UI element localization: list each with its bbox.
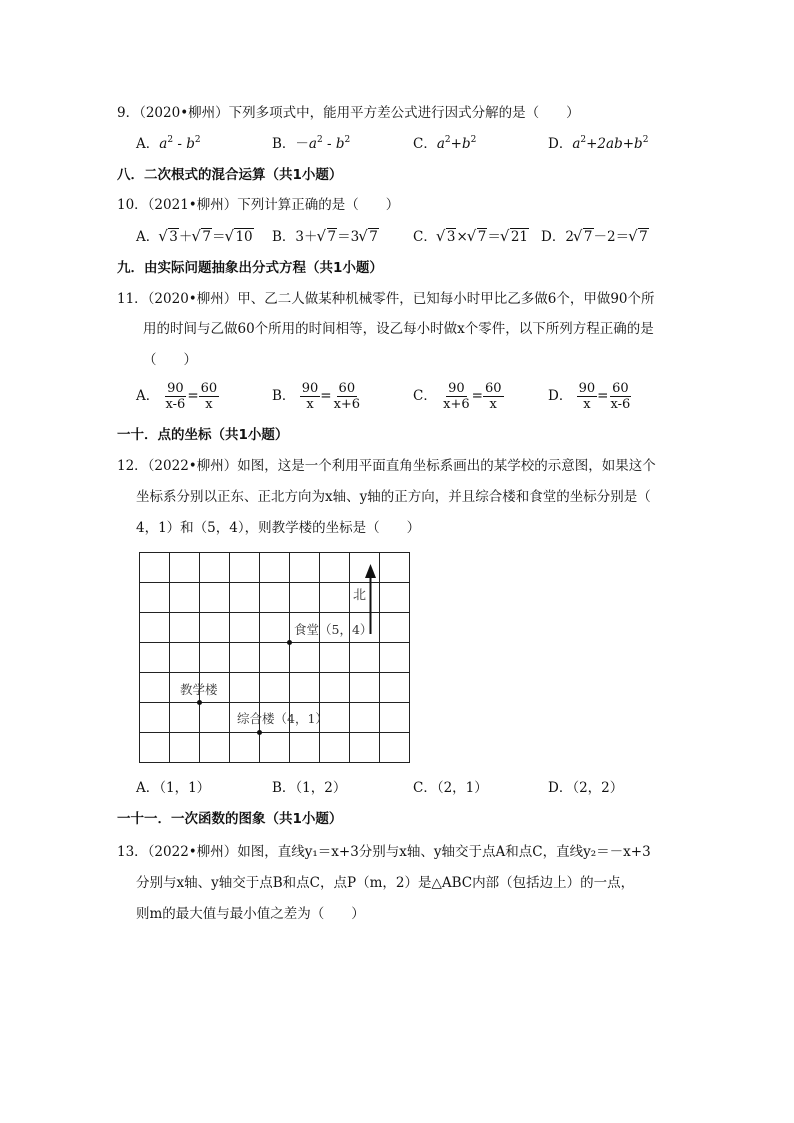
q12-line-2: 坐标系分别以正东、正北方向为x轴、y轴的正方向，并且综合楼和食堂的坐标分别是（ — [136, 489, 651, 505]
q12-option-c: C．（2，1） — [413, 780, 488, 796]
north-label: 北 — [353, 588, 367, 603]
q9-option-b: B．$-a^2 - b^2$ — [272, 135, 351, 152]
section-heading-9: 九．由实际问题抽象出分式方程（共1小题） — [117, 260, 383, 276]
q11-option-c: C． $\frac{90}{x+6}$ = $\frac{60}{x}$ — [413, 381, 502, 412]
q10-option-a: A．√ 3＋√ 7＝√ 10 — [136, 228, 254, 246]
q12-option-a: A．（1，1） — [136, 780, 211, 796]
canteen-label: 食堂（5，4） — [294, 622, 373, 637]
q9-stem: 9．（2020•柳州）下列多项式中，能用平方差公式进行因式分解的是（ ） — [117, 105, 580, 121]
map-grid — [140, 553, 410, 763]
q11-line-1: 11．（2020•柳州）甲、乙二人做某种机械零件，已知每小时甲比乙多做6个，甲做90个所 — [117, 291, 655, 307]
canteen-point — [287, 640, 292, 645]
section-heading-11: 一十一．一次函数的图象（共1小题） — [117, 811, 343, 827]
q10-option-b: B．3＋√ 7＝3√ 7 — [272, 228, 379, 246]
section-heading-10: 一十．点的坐标（共1小题） — [117, 427, 289, 443]
q10-option-d: D．2√ 7－2＝√ 7 — [541, 228, 649, 246]
q11-option-b: B． $\frac{90}{x}$ = $\frac{60}{x+6}$ — [272, 381, 361, 412]
q9-option-c: C．$a^2+b^2$ — [413, 135, 477, 152]
q13-line-2: 分别与x轴、y轴交于点B和点C，点P（m，2）是△ABC内部（包括边上）的一点， — [136, 875, 635, 891]
section-heading-8: 八．二次根式的混合运算（共1小题） — [117, 167, 343, 183]
complex-building-label: 综合楼（4，1） — [237, 711, 328, 726]
q13-line-1: 13．（2022•柳州）如图，直线y₁＝x+3分别与x轴、y轴交于点A和点C，直线y₂＝－x+3 — [117, 844, 651, 860]
q11-line-2: 用的时间与乙做60个所用的时间相等，设乙每小时做x个零件，以下所列方程正确的是 — [143, 321, 654, 337]
q10-stem: 10．（2021•柳州）下列计算正确的是（ ） — [117, 197, 400, 213]
q9-option-d: D．$a^2+2ab+b^2$ — [548, 135, 649, 152]
q12-line-3: 4，1）和（5，4），则教学楼的坐标是（ ） — [136, 520, 421, 536]
q12-line-1: 12．（2022•柳州）如图，这是一个利用平面直角坐标系画出的某学校的示意图，如果这个 — [117, 458, 656, 474]
q12-option-b: B．（1，2） — [272, 780, 347, 796]
q11-option-d: D． $\frac{90}{x}$ = $\frac{60}{x-6}$ — [548, 381, 631, 412]
teaching-building-label: 教学楼 — [180, 682, 218, 697]
teaching-building-point — [197, 700, 202, 705]
q10-option-c: C．√ 3×√ 7＝√ 21 — [413, 228, 529, 246]
complex-building-point — [257, 730, 262, 735]
q11-line-3: （ ） — [143, 352, 197, 368]
q13-line-3: 则m的最大值与最小值之差为（ ） — [136, 906, 365, 922]
q9-option-a: A．$a^2 - b^2$ — [136, 135, 201, 152]
q11-option-a: A． $\frac{90}{x-6}$ = $\frac{60}{x}$ — [136, 381, 218, 412]
q12-option-d: D．（2，2） — [548, 780, 624, 796]
